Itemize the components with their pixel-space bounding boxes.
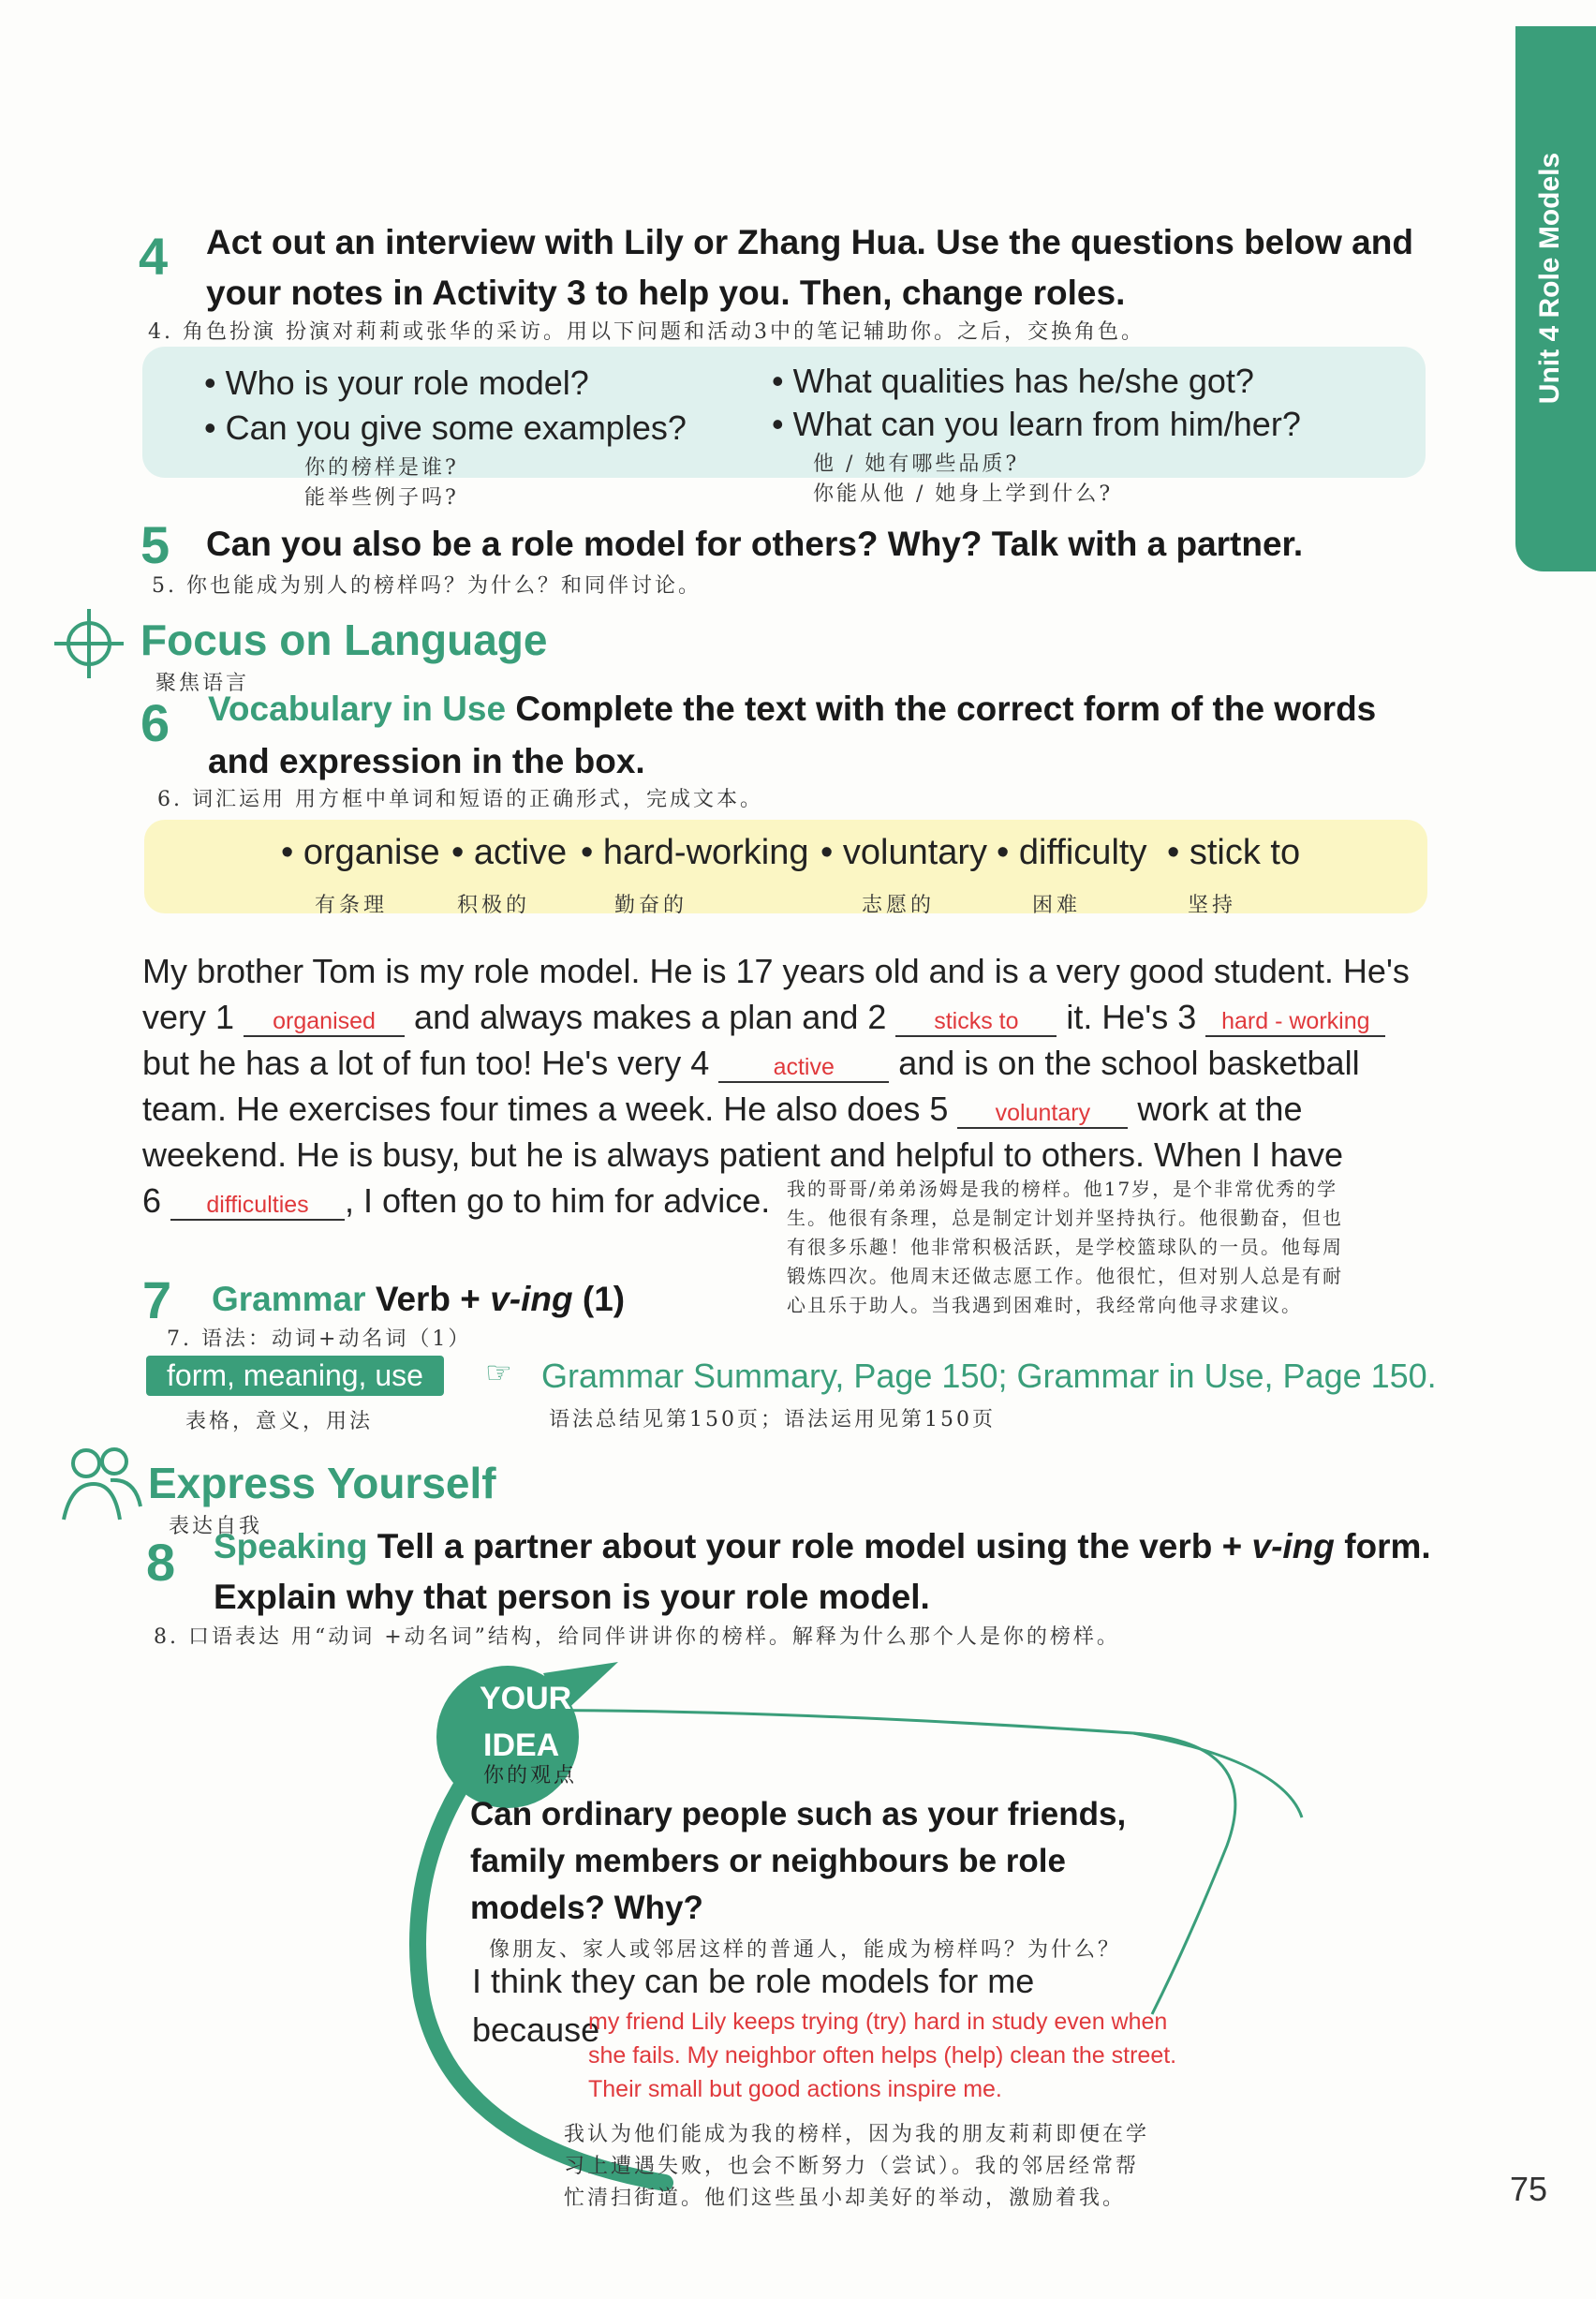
people-icon [60, 1443, 144, 1523]
blank-6-answer: difficulties [170, 1191, 345, 1221]
handwritten-answer-line-2: she fails. My neighbor often helps (help) clean the street. [588, 2042, 1177, 2069]
passage-line-4: team. He exercises four times a week. He also does 5 voluntary work at the [142, 1090, 1303, 1128]
word-difficulty: • difficulty [997, 833, 1147, 872]
focus-on-language-heading: Focus on Language [140, 616, 548, 664]
activity-5-text: Can you also be a role model for others? Why? Talk with a partner. [206, 525, 1304, 563]
activity-4-line1: Act out an interview with Lily or Zhang Hua. Use the questions below and [206, 223, 1413, 261]
question-3-chinese: 他 / 她有哪些品质? [813, 452, 1020, 476]
word-voluntary: • voluntary [820, 833, 988, 872]
question-1: • Who is your role model? [204, 363, 589, 402]
passage-line-2: very 1 organised and always makes a plan and 2 sticks to it. He's 3 hard - working [142, 994, 1454, 1040]
grammar-reference-link[interactable]: Grammar Summary, Page 150; Grammar in Use, Page 150. [541, 1357, 1437, 1395]
activity-4-chinese: 4. 角色扮演 扮演对莉莉或张华的采访。用以下问题和活动3中的笔记辅助你。之后，交换角色。 [148, 320, 1145, 344]
question-2-chinese: 能举些例子吗? [304, 486, 459, 510]
form-meaning-use-chinese: 表格，意义，用法 [185, 1410, 374, 1433]
idea-answer-start: I think they can be role models for me [472, 1962, 1035, 2000]
activity-4-number: 4 [139, 227, 169, 286]
activity-8-chinese: 8. 口语表达 用“动词 +动名词”结构，给同伴讲讲你的榜样。解释为什么那个人是你的榜样。 [154, 1625, 1120, 1649]
focus-on-language-chinese: 聚焦语言 [155, 672, 250, 695]
express-yourself-heading: Express Yourself [148, 1459, 496, 1507]
your-idea-chinese: 你的观点 [483, 1764, 578, 1787]
word-voluntary-chinese: 志愿的 [862, 894, 936, 917]
passage-line-3: but he has a lot of fun too! He's very 4 active and is on the school basketball [142, 1044, 1360, 1082]
unit-side-tab-label: Unit 4 Role Models [1534, 152, 1565, 405]
blank-4-answer: active [718, 1053, 889, 1083]
idea-answer-chinese: 我认为他们能成为我的榜样，因为我的朋友莉莉即便在学 习上遭遇失败，也会不断努力（尝试）。我的邻居经常帮 忙清扫街道。他们这些虽小却美好的举动，激励着我。 [564, 2123, 1150, 2210]
activity-6-chinese: 6. 词汇运用 用方框中单词和短语的正确形式，完成文本。 [157, 788, 763, 811]
activity-6-line2: and expression in the box. [208, 742, 645, 780]
question-4: • What can you learn from him/her? [772, 405, 1301, 443]
passage-translation: 我的哥哥/弟弟汤姆是我的榜样。他17岁，是个非常优秀的学生。他很有条理，总是制定计划并坚持执行。他很勤奋，但也有很多乐趣！他非常积极活跃，是学校篮球队的一员。他每周锻炼四次。他周末还做志愿工作。他很忙，但对别人总是有耐心且乐于助人。当我遇到困难时，我经常向他寻求建议。 [787, 1178, 1343, 1316]
grammar-label: Grammar [212, 1280, 366, 1318]
word-organise: • organise [281, 833, 440, 872]
target-icon [51, 605, 127, 682]
speaking-label: Speaking [214, 1527, 368, 1565]
idea-question-chinese: 像朋友、家人或邻居这样的普通人，能成为榜样吗？为什么？ [489, 1938, 1122, 1962]
passage-line-5: weekend. He is busy, but he is always patient and helpful to others. When I have [142, 1135, 1344, 1174]
grammar-reference-chinese: 语法总结见第150页；语法运用见第150页 [549, 1408, 996, 1431]
blank-3-answer: hard - working [1205, 1007, 1385, 1037]
activity-8-number: 8 [146, 1533, 176, 1592]
word-box [144, 820, 1427, 917]
activity-8-line1: Speaking Tell a partner about your role model using the verb + v-ing form. [214, 1527, 1431, 1565]
activity-4-line2: your notes in Activity 3 to help you. Then, change roles. [206, 274, 1126, 312]
activity-7-chinese: 7. 语法：动词+动名词（1） [167, 1327, 472, 1351]
your-idea-badge: YOUR IDEA [480, 1681, 572, 1763]
blank-2-answer: sticks to [895, 1007, 1057, 1037]
vocabulary-in-use-label: Vocabulary in Use [208, 690, 507, 728]
word-organise-chinese: 有条理 [315, 894, 389, 917]
word-stick-to-chinese: 坚持 [1188, 894, 1237, 917]
page-number: 75 [1510, 2170, 1548, 2208]
pointing-hand-icon: ☞ [485, 1356, 512, 1389]
handwritten-answer-line-3: Their small but good actions inspire me. [588, 2076, 1002, 2102]
activity-6-number: 6 [140, 693, 170, 752]
word-hard-working-chinese: 勤奋的 [614, 894, 688, 917]
activity-7-number: 7 [142, 1270, 172, 1329]
form-meaning-use-tag: form, meaning, use [146, 1356, 444, 1396]
word-active-chinese: 积极的 [457, 894, 531, 917]
activity-6-line1 [208, 684, 1376, 734]
activity-8-line2: Explain why that person is your role model. [214, 1578, 930, 1616]
word-difficulty-chinese: 困难 [1032, 894, 1082, 917]
activity-6-instruction: Complete the text with the correct form of the words [515, 690, 1377, 728]
idea-answer-because: because [472, 2010, 600, 2049]
handwritten-answer-line-1: my friend Lily keeps trying (try) hard in study even when [588, 2009, 1168, 2035]
express-yourself-chinese: 表达自我 [169, 1515, 263, 1538]
idea-question: Can ordinary people such as your friends, family members or neighbours be role models? Why? [470, 1796, 1127, 1926]
question-4-chinese: 你能从他 / 她身上学到什么? [813, 482, 1114, 506]
passage-line-1: My brother Tom is my role model. He is 17 years old and is a very good student. He's [142, 952, 1410, 990]
question-1-chinese: 你的榜样是谁? [304, 456, 459, 480]
activity-7-heading: Grammar Verb + v-ing (1) [212, 1280, 626, 1318]
word-active: • active [451, 833, 568, 872]
passage-line-6: 6 difficulties , I often go to him for advice. [142, 1181, 771, 1220]
word-stick-to: • stick to [1167, 833, 1301, 872]
blank-5-answer: voluntary [957, 1099, 1128, 1129]
question-3: • What qualities has he/she got? [772, 362, 1254, 400]
question-2: • Can you give some examples? [204, 408, 687, 447]
activity-5-number: 5 [140, 515, 170, 574]
word-hard-working: • hard-working [581, 833, 809, 872]
activity-5-chinese: 5. 你也能成为别人的榜样吗？为什么？和同伴讨论。 [152, 574, 702, 598]
blank-1-answer: organised [244, 1007, 405, 1037]
